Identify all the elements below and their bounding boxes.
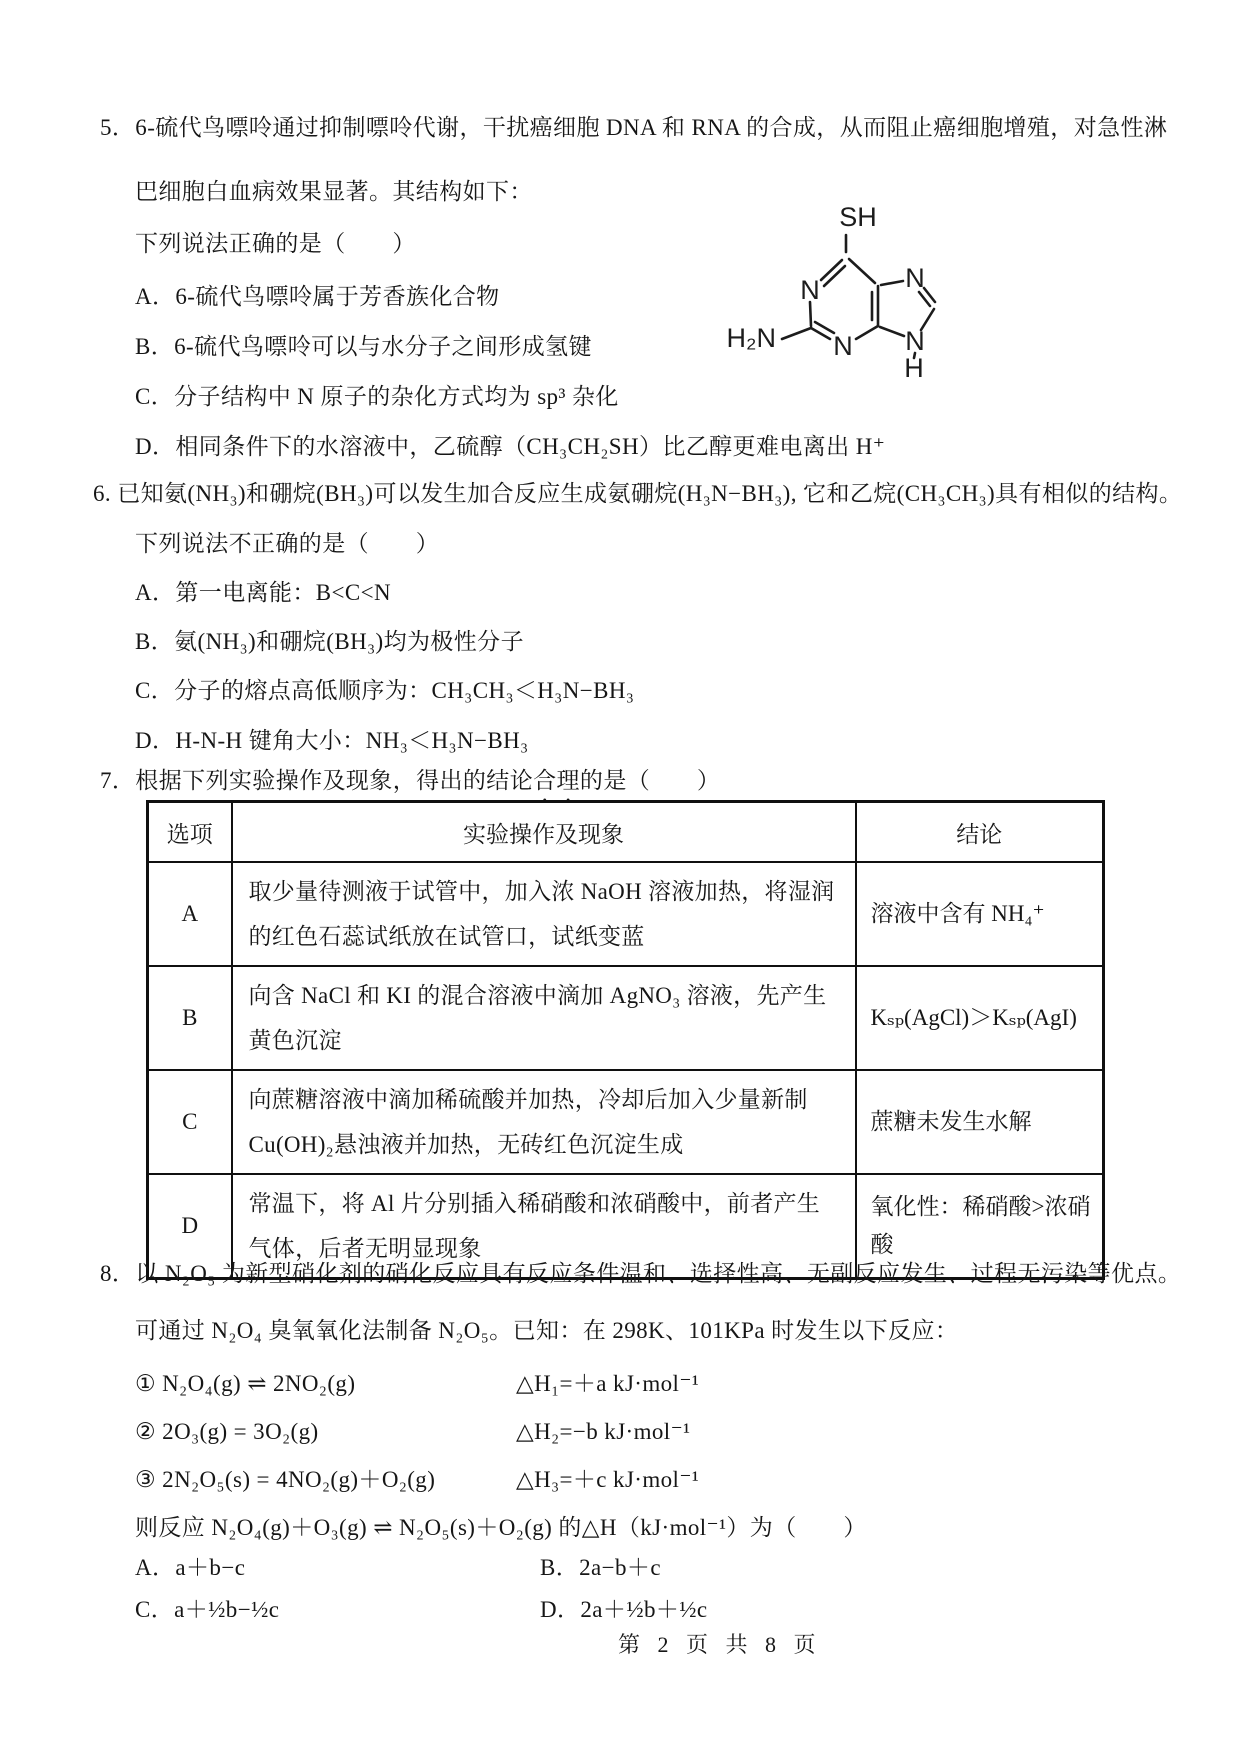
row-c-operation: 向蔗糖溶液中滴加稀硫酸并加热，冷却后加入少量新制 Cu(OH)₂悬浊液并加热，无砖红色沉淀生成 xyxy=(232,1070,856,1174)
table-row xyxy=(148,862,1104,966)
atom-label-sh: SH xyxy=(839,202,877,232)
row-c-conclusion: 蔗糖未发生水解 xyxy=(856,1070,1104,1174)
page-number: 第 2 页 共 8 页 xyxy=(618,1632,822,1657)
q7-intro-emphasized: 合理 xyxy=(533,768,580,793)
q8-line2: 可通过 N₂O₄ 臭氧氧化法制备 N₂O₅。已知：在 298K、101KPa 时发生以下反应： xyxy=(135,1318,959,1343)
q5-option-d: D．相同条件下的水溶液中，乙硫醇（CH₃CH₂SH）比乙醇更难电离出 H⁺ xyxy=(135,434,886,459)
q8-reaction-2-eq: ② 2O₃(g) = 3O₂(g) xyxy=(135,1419,319,1444)
q8-option-d: D．2a＋½b＋½c xyxy=(540,1597,708,1622)
q5-option-b: B．6-硫代鸟嘌呤可以与水分子之间形成氢键 xyxy=(135,334,592,359)
atom-label-n1: N xyxy=(800,275,820,305)
q5-line3: 下列说法正确的是（ ） xyxy=(135,231,416,256)
q8-reaction-3-eq: ③ 2N₂O₅(s) = 4NO₂(g)＋O₂(g) xyxy=(135,1467,436,1492)
header-operation: 实验操作及现象 xyxy=(232,802,856,863)
atom-label-h9: H xyxy=(904,353,924,383)
table-header-row xyxy=(148,802,1104,863)
header-conclusion: 结论 xyxy=(856,802,1104,863)
q8-line3: 则反应 N₂O₄(g)＋O₃(g) ⇌ N₂O₅(s)＋O₂(g) 的△H（kJ·mol⁻¹）为（ ） xyxy=(135,1515,867,1540)
q8-reaction-1-eq: ① N₂O₄(g) ⇌ 2NO₂(g) xyxy=(135,1371,356,1396)
q5-line2: 巴细胞白血病效果显著。其结构如下： xyxy=(135,179,533,204)
q8-reaction-2-dh: △H₂=−b kJ·mol⁻¹ xyxy=(516,1419,691,1444)
atom-label-n9: N xyxy=(905,326,925,356)
q8-reaction-3-dh: △H₃=＋c kJ·mol⁻¹ xyxy=(516,1467,700,1492)
row-d-operation: 常温下，将 Al 片分别插入稀硝酸和浓硝酸中，前者产生气体，后者无明显现象 xyxy=(232,1174,856,1279)
q8-option-b: B．2a−b＋c xyxy=(540,1555,661,1580)
experiment-table xyxy=(146,800,1105,1280)
table-row xyxy=(148,1070,1104,1174)
atom-label-n3: N xyxy=(833,331,853,361)
q8-line1: 8．以 N₂O₅ 为新型硝化剂的硝化反应具有反应条件温和、选择性高、无副反应发生、过程无污染等优点。 xyxy=(100,1261,1182,1286)
row-a-conclusion: 溶液中含有 NH₄⁺ xyxy=(856,862,1104,966)
q8-option-a: A．a＋b−c xyxy=(135,1555,246,1580)
q8-option-c: C．a＋½b−½c xyxy=(135,1597,280,1622)
table-row xyxy=(148,966,1104,1070)
q6-option-c: C．分子的熔点高低顺序为：CH₃CH₃＜H₃N−BH₃ xyxy=(135,678,635,703)
q6-option-a: A．第一电离能：B<C<N xyxy=(135,580,392,605)
row-c-option: C xyxy=(148,1070,232,1174)
row-b-option: B xyxy=(148,966,232,1070)
q5-option-a: A．6-硫代鸟嘌呤属于芳香族化合物 xyxy=(135,284,500,309)
row-d-option: D xyxy=(148,1174,232,1279)
q6-line2: 下列说法不正确的是（ ） xyxy=(135,531,440,556)
q7-intro-post: 的是（ ） xyxy=(579,768,721,793)
row-a-option: A xyxy=(148,862,232,966)
q8-reaction-1-dh: △H₁=＋a kJ·mol⁻¹ xyxy=(516,1371,700,1396)
row-b-conclusion: Kₛₚ(AgCl)＞Kₛₚ(AgI) xyxy=(856,966,1104,1070)
q7-intro-pre: 7．根据下列实验操作及现象，得出的结论 xyxy=(100,768,534,793)
q5-option-c: C．分子结构中 N 原子的杂化方式均为 sp³ 杂化 xyxy=(135,384,619,409)
q6-option-d: D．H-N-H 键角大小：NH₃＜H₃N−BH₃ xyxy=(135,728,529,753)
molecule-structure-6-thioguanine xyxy=(718,188,988,393)
atom-label-n7: N xyxy=(905,263,925,293)
row-b-operation: 向含 NaCl 和 KI 的混合溶液中滴加 AgNO₃ 溶液，先产生黄色沉淀 xyxy=(232,966,856,1070)
row-a-operation: 取少量待测液于试管中，加入浓 NaOH 溶液加热，将湿润的红色石蕊试纸放在试管口，试纸变蓝 xyxy=(232,862,856,966)
q6-line1: 6. 已知氨(NH₃)和硼烷(BH₃)可以发生加合反应生成氨硼烷(H₃N−BH₃), 它和乙烷(CH₃CH₃)具有相似的结构。 xyxy=(93,481,1183,506)
header-option: 选项 xyxy=(148,802,232,863)
q5-line1: 5．6-硫代鸟嘌呤通过抑制嘌呤代谢，干扰癌细胞 DNA 和 RNA 的合成，从而阻止癌细胞增殖，对急性淋 xyxy=(100,115,1168,140)
atom-label-h2n: H₂N xyxy=(726,323,776,353)
q6-option-b: B．氨(NH₃)和硼烷(BH₃)均为极性分子 xyxy=(135,629,524,654)
row-d-conclusion: 氧化性：稀硝酸>浓硝酸 xyxy=(856,1174,1104,1279)
